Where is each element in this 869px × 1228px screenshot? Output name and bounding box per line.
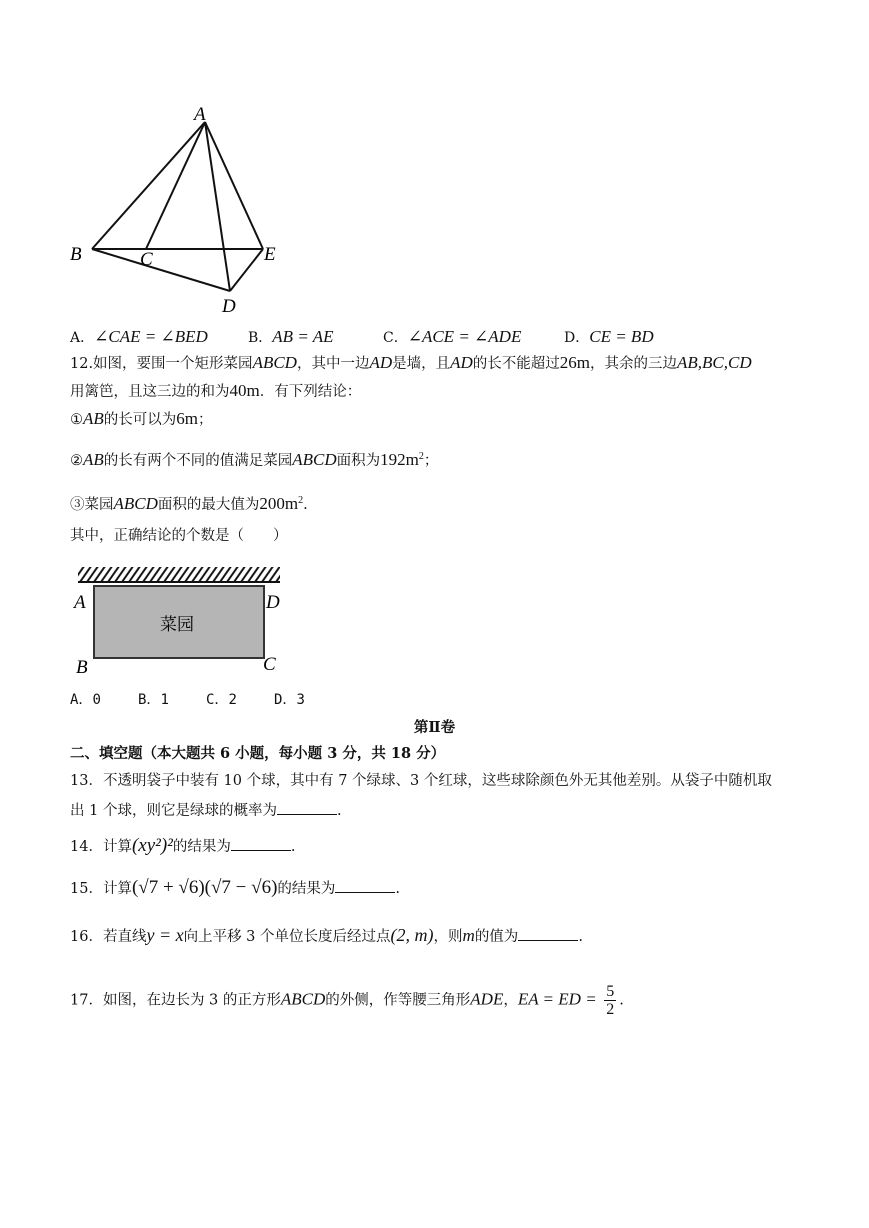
section-title: 第Ⅱ卷 <box>413 719 456 736</box>
q16: 16．若直线y = x向上平移 3 个单位长度后经过点(2, m)，则m的值为 . <box>70 925 583 945</box>
q15-answer-blank[interactable] <box>335 878 395 893</box>
fig2-label-b: B <box>76 657 88 678</box>
q12-option-c: C．2 <box>206 692 237 708</box>
q12-line-1: 12.如图，要围一个矩形菜园ABCD，其中一边AD是墙，且AD的长不能超过26m，其余的三边AB,BC,CD <box>70 353 752 372</box>
fig2-label-a: A <box>74 592 86 613</box>
q17: 17．如图，在边长为 3 的正方形ABCD的外侧，作等腰三角形ADE，EA = ED = $\frac{5}{2}$ . <box>70 983 624 1018</box>
q12-option-a: A．0 <box>70 692 101 708</box>
q17-fraction: $\frac{5}{2}$ <box>606 983 615 1018</box>
garden-figure <box>70 562 295 682</box>
section2-header: 二、填空题（本大题共 6 小题，每小题 3 分，共 18 分） <box>70 745 446 762</box>
q11-option-d: D．CE = BD <box>564 327 654 346</box>
fig2-label-d: D <box>266 592 280 613</box>
q13-answer-blank[interactable] <box>277 800 337 815</box>
q12-conclusion-1: ①AB的长可以为6m； <box>70 409 213 428</box>
q15: 15．计算(√7 + √6)(√7 − √6)的结果为 . <box>70 877 401 898</box>
q14-answer-blank[interactable] <box>231 836 291 851</box>
fig2-label-c: C <box>263 654 276 675</box>
q12-option-b: B．1 <box>138 692 169 708</box>
q12-conclusion-3: ③菜园ABCD面积的最大值为$200m^2$. <box>70 493 308 513</box>
q12-line-2: 用篱笆，且这三边的和为40m．有下列结论： <box>70 381 362 400</box>
fig1-label-e: E <box>264 244 276 265</box>
q14: 14．计算(xy²)²的结果为 . <box>70 835 296 856</box>
q12-option-d: D．3 <box>274 692 305 708</box>
q11-option-c: C．∠ACE = ∠ADE <box>383 327 522 346</box>
q11-option-a: A．∠CAE = ∠BED <box>70 327 208 346</box>
fig2-garden-label: 菜园 <box>160 615 194 635</box>
q12-question: 其中，正确结论的个数是（ ） <box>70 528 288 544</box>
fig1-label-d: D <box>222 296 236 317</box>
q16-answer-blank[interactable] <box>518 926 578 941</box>
fig1-label-b: B <box>70 244 82 265</box>
fig1-label-c: C <box>140 249 153 270</box>
q11-option-b: B．AB = AE <box>248 327 334 346</box>
fig1-label-a: A <box>194 104 206 125</box>
q13-line-2: 出 1 个球，则它是绿球的概率为 . <box>70 800 342 821</box>
q12-conclusion-2: ②AB的长有两个不同的值满足菜园ABCD面积为$192m^2$； <box>70 449 439 469</box>
q13-line-1: 13．不透明袋子中装有 10 个球，其中有 7 个绿球、3 个红球，这些球除颜色外无其他差别。从袋子中随机取 <box>70 773 772 789</box>
triangle-figure <box>60 100 300 322</box>
